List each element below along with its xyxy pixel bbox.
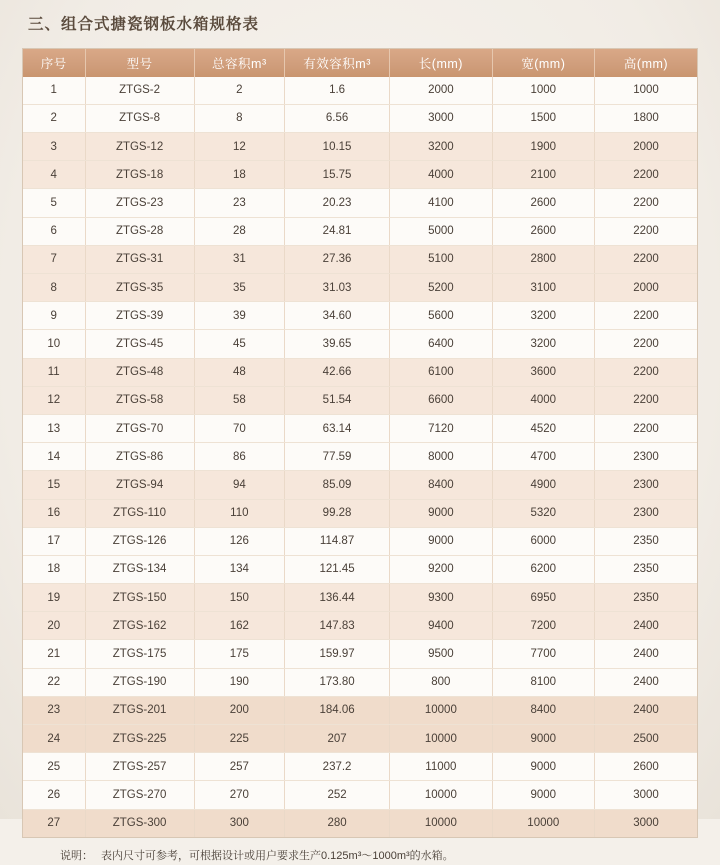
cell-length: 10000 xyxy=(390,781,492,809)
cell-model: ZTGS-45 xyxy=(85,330,194,358)
cell-height: 2200 xyxy=(595,245,697,273)
column-header-height: 高(mm) xyxy=(595,49,697,77)
cell-effective-volume: 184.06 xyxy=(285,696,390,724)
cell-index: 10 xyxy=(23,330,85,358)
cell-total-volume: 300 xyxy=(194,809,284,837)
table-row xyxy=(23,443,697,471)
cell-effective-volume: 77.59 xyxy=(285,443,390,471)
cell-height: 2300 xyxy=(595,499,697,527)
cell-width: 5320 xyxy=(492,499,594,527)
cell-length: 5100 xyxy=(390,245,492,273)
cell-model: ZTGS-8 xyxy=(85,104,194,132)
cell-index: 6 xyxy=(23,217,85,245)
note-label: 说明： xyxy=(60,849,93,862)
table-body xyxy=(23,77,697,837)
cell-length: 5600 xyxy=(390,302,492,330)
cell-total-volume: 58 xyxy=(194,386,284,414)
table-row xyxy=(23,584,697,612)
cell-total-volume: 162 xyxy=(194,612,284,640)
cell-height: 3000 xyxy=(595,781,697,809)
cell-effective-volume: 114.87 xyxy=(285,527,390,555)
cell-total-volume: 257 xyxy=(194,753,284,781)
cell-total-volume: 110 xyxy=(194,499,284,527)
cell-width: 9000 xyxy=(492,725,594,753)
cell-index: 19 xyxy=(23,584,85,612)
table-row xyxy=(23,330,697,358)
cell-height: 2350 xyxy=(595,555,697,583)
column-header-index: 序号 xyxy=(23,49,85,77)
cell-width: 2800 xyxy=(492,245,594,273)
cell-effective-volume: 42.66 xyxy=(285,358,390,386)
cell-length: 9200 xyxy=(390,555,492,583)
cell-length: 10000 xyxy=(390,725,492,753)
cell-index: 8 xyxy=(23,274,85,302)
cell-length: 2000 xyxy=(390,77,492,105)
cell-total-volume: 2 xyxy=(194,77,284,105)
cell-index: 5 xyxy=(23,189,85,217)
cell-model: ZTGS-162 xyxy=(85,612,194,640)
cell-width: 6000 xyxy=(492,527,594,555)
column-header-total-volume: 总容积m³ xyxy=(194,49,284,77)
table-row xyxy=(23,358,697,386)
cell-total-volume: 225 xyxy=(194,725,284,753)
cell-length: 10000 xyxy=(390,696,492,724)
cell-length: 4100 xyxy=(390,189,492,217)
cell-total-volume: 12 xyxy=(194,133,284,161)
cell-index: 12 xyxy=(23,386,85,414)
cell-length: 6100 xyxy=(390,358,492,386)
table-row xyxy=(23,302,697,330)
cell-width: 3200 xyxy=(492,302,594,330)
cell-model: ZTGS-225 xyxy=(85,725,194,753)
cell-total-volume: 200 xyxy=(194,696,284,724)
column-header-model: 型号 xyxy=(85,49,194,77)
table-row xyxy=(23,640,697,668)
cell-length: 6400 xyxy=(390,330,492,358)
cell-total-volume: 48 xyxy=(194,358,284,386)
cell-total-volume: 134 xyxy=(194,555,284,583)
cell-width: 4000 xyxy=(492,386,594,414)
cell-width: 2100 xyxy=(492,161,594,189)
cell-height: 2400 xyxy=(595,668,697,696)
cell-index: 2 xyxy=(23,104,85,132)
cell-effective-volume: 280 xyxy=(285,809,390,837)
cell-width: 9000 xyxy=(492,781,594,809)
table-row xyxy=(23,77,697,105)
cell-effective-volume: 159.97 xyxy=(285,640,390,668)
cell-effective-volume: 63.14 xyxy=(285,414,390,442)
cell-effective-volume: 31.03 xyxy=(285,274,390,302)
cell-index: 24 xyxy=(23,725,85,753)
cell-model: ZTGS-28 xyxy=(85,217,194,245)
cell-effective-volume: 20.23 xyxy=(285,189,390,217)
cell-total-volume: 8 xyxy=(194,104,284,132)
cell-total-volume: 126 xyxy=(194,527,284,555)
cell-effective-volume: 147.83 xyxy=(285,612,390,640)
cell-total-volume: 70 xyxy=(194,414,284,442)
cell-height: 2000 xyxy=(595,274,697,302)
cell-height: 2350 xyxy=(595,584,697,612)
cell-effective-volume: 10.15 xyxy=(285,133,390,161)
cell-length: 4000 xyxy=(390,161,492,189)
cell-length: 9000 xyxy=(390,527,492,555)
table-row xyxy=(23,104,697,132)
cell-height: 2350 xyxy=(595,527,697,555)
cell-total-volume: 270 xyxy=(194,781,284,809)
cell-length: 10000 xyxy=(390,809,492,837)
cell-height: 2200 xyxy=(595,217,697,245)
cell-width: 3100 xyxy=(492,274,594,302)
cell-width: 8100 xyxy=(492,668,594,696)
cell-height: 2500 xyxy=(595,725,697,753)
table-row xyxy=(23,414,697,442)
cell-length: 8400 xyxy=(390,471,492,499)
table-row xyxy=(23,189,697,217)
cell-index: 16 xyxy=(23,499,85,527)
cell-length: 7120 xyxy=(390,414,492,442)
cell-index: 11 xyxy=(23,358,85,386)
cell-model: ZTGS-2 xyxy=(85,77,194,105)
note xyxy=(60,848,696,865)
cell-height: 2400 xyxy=(595,612,697,640)
table-header-row xyxy=(23,49,697,77)
cell-effective-volume: 24.81 xyxy=(285,217,390,245)
table-row xyxy=(23,274,697,302)
cell-index: 22 xyxy=(23,668,85,696)
table-row xyxy=(23,499,697,527)
table-row xyxy=(23,696,697,724)
cell-model: ZTGS-70 xyxy=(85,414,194,442)
cell-effective-volume: 34.60 xyxy=(285,302,390,330)
table-row xyxy=(23,612,697,640)
cell-height: 1800 xyxy=(595,104,697,132)
cell-model: ZTGS-35 xyxy=(85,274,194,302)
cell-index: 4 xyxy=(23,161,85,189)
note-text: 表内尺寸可参考，可根据设计或用户要求生产0.125m³～1000m³的水箱。 xyxy=(101,849,454,862)
table-row xyxy=(23,161,697,189)
cell-effective-volume: 252 xyxy=(285,781,390,809)
cell-width: 7200 xyxy=(492,612,594,640)
cell-width: 3200 xyxy=(492,330,594,358)
cell-model: ZTGS-257 xyxy=(85,753,194,781)
cell-length: 9400 xyxy=(390,612,492,640)
cell-index: 25 xyxy=(23,753,85,781)
cell-model: ZTGS-48 xyxy=(85,358,194,386)
column-header-effective-volume: 有效容积m³ xyxy=(285,49,390,77)
table-row xyxy=(23,527,697,555)
cell-total-volume: 28 xyxy=(194,217,284,245)
cell-total-volume: 35 xyxy=(194,274,284,302)
cell-model: ZTGS-134 xyxy=(85,555,194,583)
cell-length: 5200 xyxy=(390,274,492,302)
cell-height: 2200 xyxy=(595,161,697,189)
cell-length: 11000 xyxy=(390,753,492,781)
table-row xyxy=(23,471,697,499)
cell-total-volume: 150 xyxy=(194,584,284,612)
cell-index: 1 xyxy=(23,77,85,105)
cell-index: 9 xyxy=(23,302,85,330)
cell-width: 9000 xyxy=(492,753,594,781)
cell-length: 9500 xyxy=(390,640,492,668)
cell-total-volume: 31 xyxy=(194,245,284,273)
cell-model: ZTGS-23 xyxy=(85,189,194,217)
column-header-width: 宽(mm) xyxy=(492,49,594,77)
cell-model: ZTGS-270 xyxy=(85,781,194,809)
cell-total-volume: 45 xyxy=(194,330,284,358)
cell-length: 6600 xyxy=(390,386,492,414)
cell-height: 3000 xyxy=(595,809,697,837)
cell-model: ZTGS-110 xyxy=(85,499,194,527)
cell-total-volume: 86 xyxy=(194,443,284,471)
cell-index: 7 xyxy=(23,245,85,273)
cell-length: 3200 xyxy=(390,133,492,161)
cell-length: 5000 xyxy=(390,217,492,245)
cell-width: 6950 xyxy=(492,584,594,612)
cell-model: ZTGS-39 xyxy=(85,302,194,330)
cell-height: 2200 xyxy=(595,386,697,414)
cell-width: 3600 xyxy=(492,358,594,386)
cell-index: 27 xyxy=(23,809,85,837)
cell-width: 10000 xyxy=(492,809,594,837)
cell-index: 17 xyxy=(23,527,85,555)
cell-effective-volume: 99.28 xyxy=(285,499,390,527)
cell-model: ZTGS-201 xyxy=(85,696,194,724)
cell-model: ZTGS-300 xyxy=(85,809,194,837)
cell-total-volume: 94 xyxy=(194,471,284,499)
cell-total-volume: 175 xyxy=(194,640,284,668)
cell-length: 8000 xyxy=(390,443,492,471)
cell-height: 2000 xyxy=(595,133,697,161)
cell-index: 13 xyxy=(23,414,85,442)
table-row xyxy=(23,753,697,781)
cell-model: ZTGS-150 xyxy=(85,584,194,612)
table-row xyxy=(23,386,697,414)
table-row xyxy=(23,668,697,696)
cell-length: 9000 xyxy=(390,499,492,527)
cell-effective-volume: 121.45 xyxy=(285,555,390,583)
cell-effective-volume: 39.65 xyxy=(285,330,390,358)
cell-total-volume: 39 xyxy=(194,302,284,330)
cell-total-volume: 18 xyxy=(194,161,284,189)
cell-model: ZTGS-12 xyxy=(85,133,194,161)
cell-index: 15 xyxy=(23,471,85,499)
cell-model: ZTGS-94 xyxy=(85,471,194,499)
cell-height: 2600 xyxy=(595,753,697,781)
cell-effective-volume: 207 xyxy=(285,725,390,753)
cell-height: 2200 xyxy=(595,414,697,442)
spec-table-container xyxy=(22,48,698,838)
cell-model: ZTGS-175 xyxy=(85,640,194,668)
table-header xyxy=(23,49,697,77)
cell-length: 3000 xyxy=(390,104,492,132)
cell-height: 2300 xyxy=(595,471,697,499)
cell-index: 18 xyxy=(23,555,85,583)
table-row xyxy=(23,217,697,245)
table-row xyxy=(23,555,697,583)
cell-height: 2300 xyxy=(595,443,697,471)
cell-effective-volume: 237.2 xyxy=(285,753,390,781)
cell-model: ZTGS-190 xyxy=(85,668,194,696)
cell-index: 3 xyxy=(23,133,85,161)
cell-width: 1900 xyxy=(492,133,594,161)
table-row xyxy=(23,133,697,161)
cell-index: 26 xyxy=(23,781,85,809)
table-row xyxy=(23,809,697,837)
table-row xyxy=(23,245,697,273)
cell-effective-volume: 6.56 xyxy=(285,104,390,132)
cell-width: 1500 xyxy=(492,104,594,132)
cell-model: ZTGS-31 xyxy=(85,245,194,273)
cell-height: 2200 xyxy=(595,330,697,358)
cell-total-volume: 190 xyxy=(194,668,284,696)
table-row xyxy=(23,725,697,753)
cell-model: ZTGS-86 xyxy=(85,443,194,471)
cell-effective-volume: 1.6 xyxy=(285,77,390,105)
page-title: 三、组合式搪瓷钢板水箱规格表 xyxy=(28,16,260,33)
cell-effective-volume: 51.54 xyxy=(285,386,390,414)
cell-height: 2400 xyxy=(595,696,697,724)
cell-index: 14 xyxy=(23,443,85,471)
cell-width: 4520 xyxy=(492,414,594,442)
cell-effective-volume: 173.80 xyxy=(285,668,390,696)
cell-width: 2600 xyxy=(492,217,594,245)
cell-width: 2600 xyxy=(492,189,594,217)
cell-width: 7700 xyxy=(492,640,594,668)
cell-model: ZTGS-18 xyxy=(85,161,194,189)
cell-total-volume: 23 xyxy=(194,189,284,217)
cell-length: 9300 xyxy=(390,584,492,612)
cell-height: 1000 xyxy=(595,77,697,105)
cell-effective-volume: 27.36 xyxy=(285,245,390,273)
cell-height: 2200 xyxy=(595,189,697,217)
column-header-length: 长(mm) xyxy=(390,49,492,77)
cell-effective-volume: 136.44 xyxy=(285,584,390,612)
spec-table xyxy=(23,49,697,837)
cell-index: 23 xyxy=(23,696,85,724)
table-row xyxy=(23,781,697,809)
cell-width: 8400 xyxy=(492,696,594,724)
cell-model: ZTGS-58 xyxy=(85,386,194,414)
cell-length: 800 xyxy=(390,668,492,696)
cell-index: 21 xyxy=(23,640,85,668)
cell-height: 2200 xyxy=(595,302,697,330)
cell-height: 2400 xyxy=(595,640,697,668)
cell-width: 1000 xyxy=(492,77,594,105)
cell-width: 6200 xyxy=(492,555,594,583)
cell-index: 20 xyxy=(23,612,85,640)
cell-model: ZTGS-126 xyxy=(85,527,194,555)
cell-effective-volume: 85.09 xyxy=(285,471,390,499)
cell-width: 4900 xyxy=(492,471,594,499)
cell-width: 4700 xyxy=(492,443,594,471)
cell-height: 2200 xyxy=(595,358,697,386)
cell-effective-volume: 15.75 xyxy=(285,161,390,189)
